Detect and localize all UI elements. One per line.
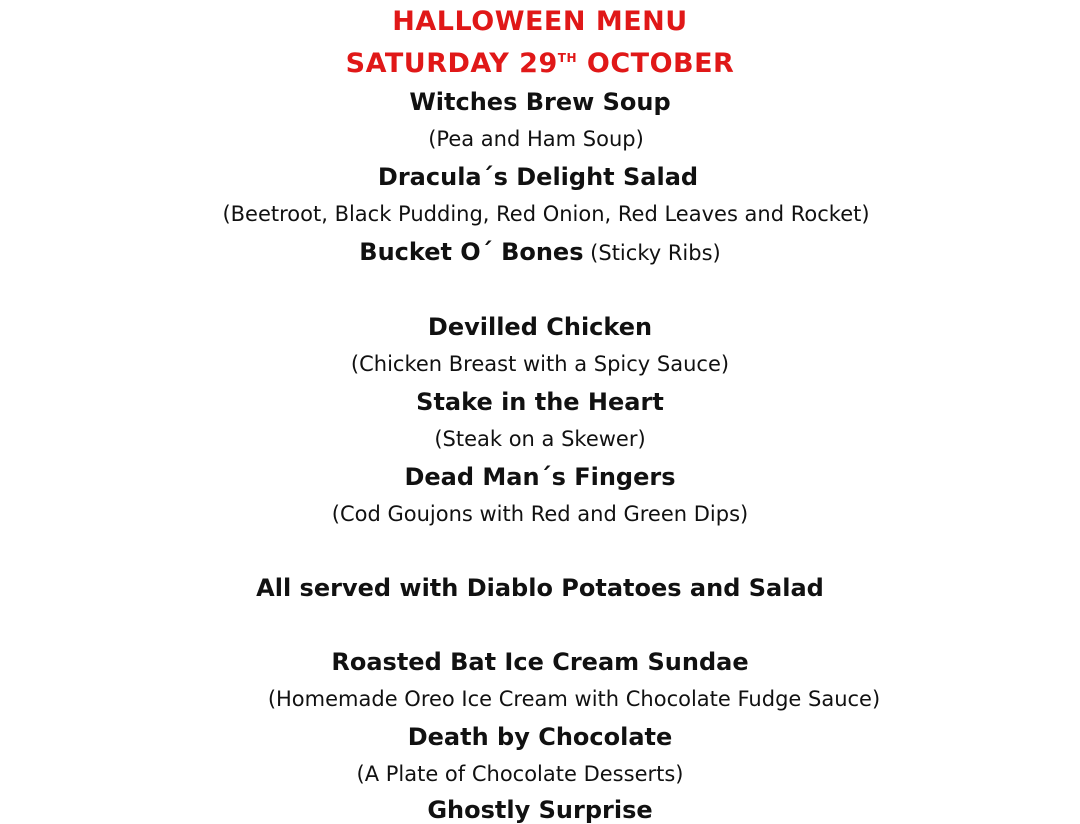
dish-description: (Pea and Ham Soup): [428, 127, 644, 151]
menu-date-superscript: TH: [557, 51, 577, 65]
menu-date-suffix: OCTOBER: [577, 48, 735, 79]
dish-name: Bucket O´ Bones: [359, 238, 584, 266]
dish-description: (Cod Goujons with Red and Green Dips): [331, 502, 749, 526]
dish-name: Stake in the Heart: [416, 388, 664, 416]
menu-date-prefix: SATURDAY 29: [345, 48, 558, 79]
menu-date: [0, 50, 1080, 77]
dish-name: Devilled Chicken: [427, 313, 653, 341]
menu-title: HALLOWEEN MENU: [392, 6, 688, 37]
dish-description: (Homemade Oreo Ice Cream with Chocolate Fudge Sauce): [267, 687, 881, 711]
dish-name: Dead Man´s Fingers: [404, 463, 676, 491]
served-with-note: All served with Diablo Potatoes and Salad: [256, 574, 824, 602]
dish-name: Dracula´s Delight Salad: [377, 163, 699, 191]
dish-description: (Beetroot, Black Pudding, Red Onion, Red Leaves and Rocket): [222, 202, 870, 226]
dish-name: Roasted Bat Ice Cream Sundae: [331, 648, 749, 676]
dish-name-with-inline-description: [0, 240, 1080, 264]
dish-inline-description: (Sticky Ribs): [583, 241, 721, 265]
dish-description: (A Plate of Chocolate Desserts): [356, 762, 684, 786]
dish-name: Ghostly Surprise: [427, 796, 653, 824]
dish-name: Death by Chocolate: [407, 723, 673, 751]
dish-description: (Steak on a Skewer): [434, 427, 646, 451]
dish-description: (Chicken Breast with a Spicy Sauce): [350, 352, 730, 376]
dish-name: Witches Brew Soup: [409, 88, 671, 116]
